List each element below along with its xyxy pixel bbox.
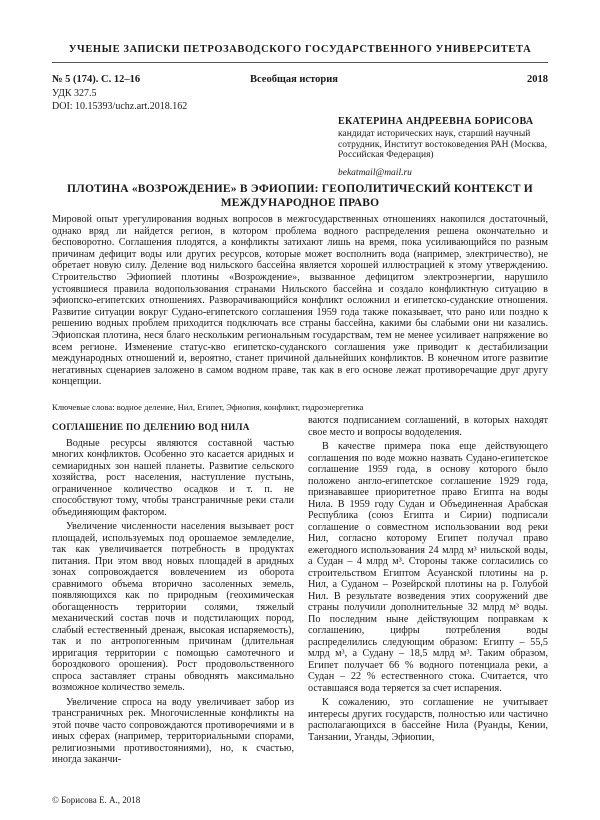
paragraph: Увеличение спроса на воду увеличивает забор из трансграничных рек. Многочисленные конфликты на этой почве часто сопровождаются противоречиями и в иных сферах (например, территориальными спорами, религиозными противостояниями), но, к счастью, иногда заканчи- [52, 696, 294, 765]
paragraph: Водные ресурсы являются составной частью многих конфликтов. Особенно это касается аридных и семиаридных зон нашей планеты. Развитие сельского хозяйства, рост населения, наступление пустынь, ограниченное количество осадков и т. п. не способствуют тому, чтобы трансграничные реки стали объединяющим фактором. [52, 437, 294, 518]
year: 2018 [527, 74, 548, 85]
section-heading: СОГЛАШЕНИЕ ПО ДЕЛЕНИЮ ВОД НИЛА [52, 422, 250, 432]
udk-code: УДК 327.5 [52, 88, 97, 99]
right-column [308, 415, 548, 746]
article-title: ПЛОТИНА «ВОЗРОЖДЕНИЕ» В ЭФИОПИИ: ГЕОПОЛИТИЧЕСКИЙ КОНТЕКСТ И МЕЖДУНАРОДНОЕ ПРАВО [67, 183, 533, 209]
copyright: © Борисова Е. А., 2018 [52, 795, 141, 805]
paragraph: ваются подписанием соглашений, в которых находят свое место и вопросы вододеления. [308, 415, 548, 438]
journal-title: УЧЕНЫЕ ЗАПИСКИ ПЕТРОЗАВОДСКОГО ГОСУДАРСТВЕННОГО УНИВЕРСИТЕТА [68, 44, 532, 55]
header-divider [52, 62, 548, 63]
author-email[interactable]: bekatmail@mail.ru [338, 168, 412, 178]
keywords: Ключевые слова: водное деление, Нил, Египет, Эфиопия, конфликт, гидроэнергетика [52, 402, 364, 412]
paragraph: В качестве примера пока еще действующего соглашения по воде можно назвать Судано-египетское соглашение 1959 года, в основу которого было положено англо-египетское соглашение 1929 года, признававшее приоритетное право Египта на воды Нила. В 1959 году Судан и Объединенная Арабская Республика (союз Египта и Сирии) подписали соглашение о совместном использовании вод реки Нил, согласно которому Египет получал право ежегодного использования 24 млрд м³ нильской воды, а Судан – 4 млрд м³. Стороны также согласились со строительством Египтом Асуанской плотины на р. Нил, а Суданом – Розейрской плотины на р. Голубой Нил. В результате возведения этих сооружений две страны получили дополнительные 32 млрд м³ воды. По последним ныне действующим поправкам к соглашению, цифры потребления воды распределились следующим образом: Египту – 55,5 млрд м³, а Судану – 18,5 млрд м³. Таким образом, Египет получает 66 % водного потенциала реки, а Судан – 22 % естественного стока. Считается, что оставшаяся вода теряется за счет испарения. [308, 441, 548, 694]
issue-info: № 5 (174). С. 12–16 [52, 74, 141, 85]
left-column [52, 422, 294, 769]
paragraph: К сожалению, это соглашение не учитывает интересы других государств, полностью или частично располагающихся в бассейне Нила (Руанды, Кении, Танзании, Уганды, Эфиопии, [308, 697, 548, 743]
section-name: Всеобщая история [250, 74, 338, 85]
author-affiliation: кандидат исторических наук, старший научный сотрудник, Институт востоковедения РАН (Москва, Российская Федерация) [338, 129, 548, 160]
author-name: ЕКАТЕРИНА АНДРЕЕВНА БОРИСОВА [338, 116, 534, 127]
paragraph: Увеличение численности населения вызывает рост площадей, используемых под орошаемое земледелие, так как увеличивается потребность в продуктах питания. При этом ввод новых площадей в аридных зонах сопровождается вовлечением из оборота сравнимого объема вторично засоленных земель, появляющихся как по природным (геохимическая обогащенность территории солями, тяжелый механический состав почв и подстилающих пород, слабый естественный дренаж, высокая испаряемость), так и по антропогенным причинам (длительная ирригация территории с помощью самотечного и бороздкового орошения). Рост продовольственного спроса заставляет страны обводнять максимально возможное количество земель. [52, 521, 294, 693]
abstract: Мировой опыт урегулирования водных вопросов в межгосударственных отношениях накопился достаточный, однако вряд ли найдется регион, в котором проблема водного распределения решена окончательно и бесповоротно. Соглашения плодятся, а конфликты затихают лишь на время, пока усиливающийся по разным причинам дефицит воды или других ресурсов, которые может восполнить вода (например, электричество), не обретает новую силу. Деление вод нильского бассейна является хорошей иллюстрацией к этому утверждению. Строительство Эфиопией плотины «Возрождение», вызванное дефицитом электроэнергии, нарушило устоявшиеся правила водопользования странами Нильского бассейна и создало конфликтную ситуацию в эфиопско-египетских отношениях. Разворачивающийся конфликт осложнил и египетско-суданские отношения. Развитие ситуации вокруг Судано-египетского соглашения 1959 года также показывает, что рано или поздно к решению водных проблем приходится подключать все страны бассейна, какими бы слабыми они ни казались. Эфиопская плотина, неся благо нескольким региональным государствам, тем не менее усиливает напряжение во всем регионе. Изменение статус-кво египетско-суданского соглашения уже приводит к дестабилизации международных отношений и, вероятно, станет причиной дальнейших конфликтов. В конечном итоге развитие негативных сценариев заложено в самом водном праве, так как в его основе лежат противоречащие друг другу концепции. [52, 214, 548, 388]
doi[interactable]: DOI: 10.15393/uchz.art.2018.162 [52, 101, 188, 112]
